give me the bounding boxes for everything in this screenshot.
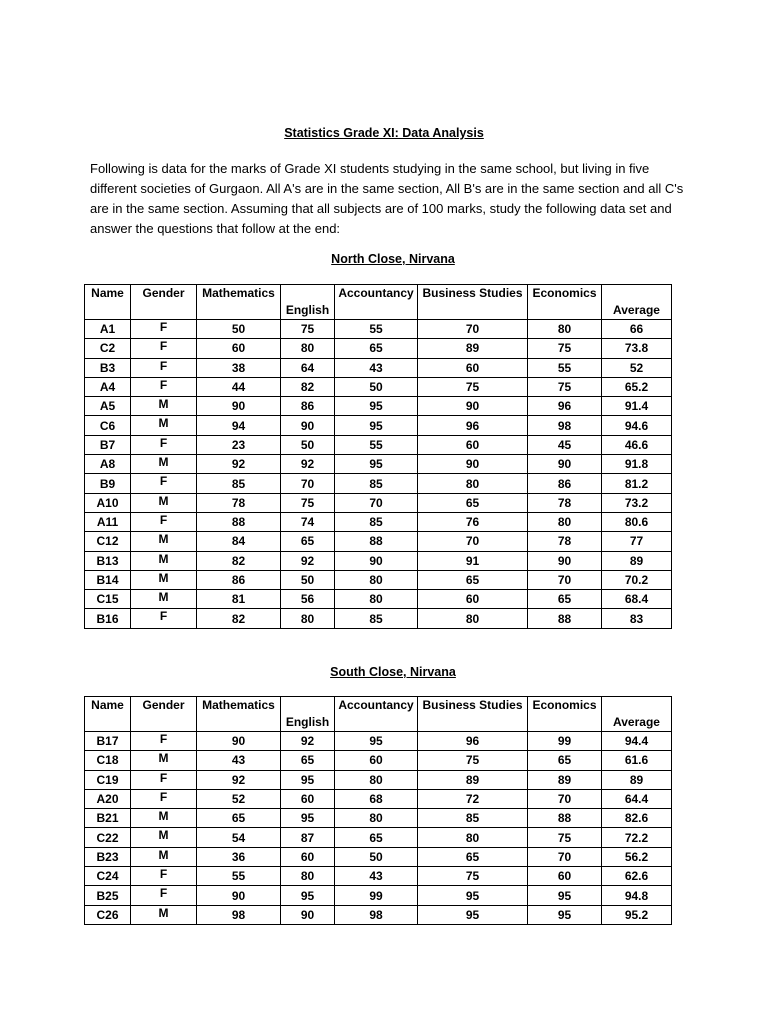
accountancy-cell: 50 bbox=[335, 847, 418, 866]
business-cell: 95 bbox=[418, 905, 528, 924]
gender-cell: M bbox=[131, 455, 197, 474]
accountancy-cell: 65 bbox=[335, 828, 418, 847]
maths-cell: 60 bbox=[197, 339, 281, 358]
accountancy-cell: 85 bbox=[335, 609, 418, 628]
economics-cell: 70 bbox=[528, 847, 602, 866]
col-header-accountancy: Accountancy bbox=[335, 697, 418, 732]
business-cell: 60 bbox=[418, 435, 528, 454]
economics-cell: 80 bbox=[528, 320, 602, 339]
gender-cell: F bbox=[131, 609, 197, 628]
english-cell: 64 bbox=[281, 358, 335, 377]
economics-cell: 45 bbox=[528, 435, 602, 454]
maths-cell: 86 bbox=[197, 570, 281, 589]
business-cell: 65 bbox=[418, 847, 528, 866]
col-header-economics: Economics bbox=[528, 285, 602, 320]
name-cell: B16 bbox=[85, 609, 131, 628]
average-cell: 91.4 bbox=[602, 397, 672, 416]
accountancy-cell: 80 bbox=[335, 809, 418, 828]
table-row bbox=[85, 905, 672, 924]
marks-table-south bbox=[84, 696, 672, 925]
accountancy-cell: 90 bbox=[335, 551, 418, 570]
gender-cell: F bbox=[131, 867, 197, 886]
col-header-maths: Mathematics bbox=[197, 697, 281, 732]
gender-cell: M bbox=[131, 570, 197, 589]
gender-cell: M bbox=[131, 493, 197, 512]
business-cell: 89 bbox=[418, 339, 528, 358]
average-cell: 82.6 bbox=[602, 809, 672, 828]
english-cell: 87 bbox=[281, 828, 335, 847]
maths-cell: 88 bbox=[197, 512, 281, 531]
accountancy-cell: 95 bbox=[335, 732, 418, 751]
maths-cell: 38 bbox=[197, 358, 281, 377]
accountancy-cell: 88 bbox=[335, 532, 418, 551]
accountancy-cell: 43 bbox=[335, 358, 418, 377]
table-row bbox=[85, 590, 672, 609]
average-cell: 91.8 bbox=[602, 455, 672, 474]
gender-cell: M bbox=[131, 397, 197, 416]
accountancy-cell: 98 bbox=[335, 905, 418, 924]
maths-cell: 94 bbox=[197, 416, 281, 435]
business-cell: 70 bbox=[418, 320, 528, 339]
english-cell: 50 bbox=[281, 435, 335, 454]
business-cell: 70 bbox=[418, 532, 528, 551]
name-cell: B17 bbox=[85, 732, 131, 751]
gender-cell: M bbox=[131, 416, 197, 435]
economics-cell: 60 bbox=[528, 867, 602, 886]
english-cell: 50 bbox=[281, 570, 335, 589]
table-row bbox=[85, 828, 672, 847]
average-cell: 80.6 bbox=[602, 512, 672, 531]
gender-cell: F bbox=[131, 770, 197, 789]
name-cell: B9 bbox=[85, 474, 131, 493]
gender-cell: F bbox=[131, 512, 197, 531]
english-cell: 90 bbox=[281, 416, 335, 435]
col-header-gender: Gender bbox=[131, 697, 197, 732]
maths-cell: 85 bbox=[197, 474, 281, 493]
table-body bbox=[85, 732, 672, 925]
table-row bbox=[85, 416, 672, 435]
english-cell: 56 bbox=[281, 590, 335, 609]
maths-cell: 55 bbox=[197, 867, 281, 886]
table-row bbox=[85, 867, 672, 886]
name-cell: B21 bbox=[85, 809, 131, 828]
name-cell: A11 bbox=[85, 512, 131, 531]
business-cell: 95 bbox=[418, 886, 528, 905]
english-cell: 95 bbox=[281, 886, 335, 905]
name-cell: A20 bbox=[85, 789, 131, 808]
name-cell: C12 bbox=[85, 532, 131, 551]
gender-cell: M bbox=[131, 828, 197, 847]
maths-cell: 23 bbox=[197, 435, 281, 454]
name-cell: C6 bbox=[85, 416, 131, 435]
economics-cell: 90 bbox=[528, 551, 602, 570]
business-cell: 76 bbox=[418, 512, 528, 531]
col-header-business: Business Studies bbox=[418, 285, 528, 320]
maths-cell: 44 bbox=[197, 377, 281, 396]
table-row bbox=[85, 789, 672, 808]
business-cell: 89 bbox=[418, 770, 528, 789]
maths-cell: 98 bbox=[197, 905, 281, 924]
business-cell: 91 bbox=[418, 551, 528, 570]
gender-cell: F bbox=[131, 358, 197, 377]
table-row bbox=[85, 751, 672, 770]
average-cell: 52 bbox=[602, 358, 672, 377]
english-cell: 80 bbox=[281, 339, 335, 358]
col-header-name: Name bbox=[85, 697, 131, 732]
economics-cell: 96 bbox=[528, 397, 602, 416]
col-header-english: English bbox=[281, 285, 335, 320]
economics-cell: 89 bbox=[528, 770, 602, 789]
name-cell: B7 bbox=[85, 435, 131, 454]
economics-cell: 75 bbox=[528, 339, 602, 358]
economics-cell: 75 bbox=[528, 377, 602, 396]
table-row bbox=[85, 377, 672, 396]
economics-cell: 88 bbox=[528, 609, 602, 628]
economics-cell: 98 bbox=[528, 416, 602, 435]
accountancy-cell: 85 bbox=[335, 512, 418, 531]
name-cell: C2 bbox=[85, 339, 131, 358]
gender-cell: F bbox=[131, 474, 197, 493]
table-header bbox=[85, 285, 672, 320]
gender-cell: F bbox=[131, 886, 197, 905]
name-cell: B3 bbox=[85, 358, 131, 377]
col-header-accountancy: Accountancy bbox=[335, 285, 418, 320]
economics-cell: 78 bbox=[528, 532, 602, 551]
table-row bbox=[85, 847, 672, 866]
name-cell: C22 bbox=[85, 828, 131, 847]
english-cell: 80 bbox=[281, 867, 335, 886]
table-row bbox=[85, 570, 672, 589]
col-header-english: English bbox=[281, 697, 335, 732]
economics-cell: 99 bbox=[528, 732, 602, 751]
section-title-north: North Close, Nirvana bbox=[331, 252, 455, 266]
average-cell: 94.4 bbox=[602, 732, 672, 751]
business-cell: 85 bbox=[418, 809, 528, 828]
table-row bbox=[85, 358, 672, 377]
average-cell: 70.2 bbox=[602, 570, 672, 589]
table-row bbox=[85, 493, 672, 512]
gender-cell: M bbox=[131, 847, 197, 866]
col-header-name: Name bbox=[85, 285, 131, 320]
section-title-south: South Close, Nirvana bbox=[330, 665, 456, 679]
maths-cell: 36 bbox=[197, 847, 281, 866]
table-row bbox=[85, 455, 672, 474]
maths-cell: 65 bbox=[197, 809, 281, 828]
business-cell: 75 bbox=[418, 867, 528, 886]
table-row bbox=[85, 474, 672, 493]
name-cell: C24 bbox=[85, 867, 131, 886]
average-cell: 68.4 bbox=[602, 590, 672, 609]
name-cell: A10 bbox=[85, 493, 131, 512]
maths-cell: 90 bbox=[197, 732, 281, 751]
table-header bbox=[85, 697, 672, 732]
economics-cell: 95 bbox=[528, 905, 602, 924]
business-cell: 75 bbox=[418, 751, 528, 770]
average-cell: 66 bbox=[602, 320, 672, 339]
economics-cell: 75 bbox=[528, 828, 602, 847]
average-cell: 73.8 bbox=[602, 339, 672, 358]
gender-cell: M bbox=[131, 551, 197, 570]
gender-cell: M bbox=[131, 590, 197, 609]
business-cell: 90 bbox=[418, 455, 528, 474]
average-cell: 72.2 bbox=[602, 828, 672, 847]
table-row bbox=[85, 886, 672, 905]
table-body bbox=[85, 320, 672, 629]
gender-cell: M bbox=[131, 751, 197, 770]
economics-cell: 88 bbox=[528, 809, 602, 828]
maths-cell: 52 bbox=[197, 789, 281, 808]
name-cell: B14 bbox=[85, 570, 131, 589]
economics-cell: 65 bbox=[528, 751, 602, 770]
intro-paragraph: Following is data for the marks of Grade XI students studying in the same school, but living in five different societies of Gurgaon. All A's are in the same section, All B's are in the same section and all C's are in the same section. Assuming that all subjects are of 100 marks, study the following data set and answer the questions that follow at the end: bbox=[90, 161, 684, 236]
table-row bbox=[85, 532, 672, 551]
table-row bbox=[85, 320, 672, 339]
english-cell: 90 bbox=[281, 905, 335, 924]
table-row bbox=[85, 770, 672, 789]
english-cell: 92 bbox=[281, 455, 335, 474]
english-cell: 65 bbox=[281, 532, 335, 551]
maths-cell: 82 bbox=[197, 609, 281, 628]
accountancy-cell: 95 bbox=[335, 416, 418, 435]
business-cell: 80 bbox=[418, 828, 528, 847]
accountancy-cell: 95 bbox=[335, 397, 418, 416]
average-cell: 95.2 bbox=[602, 905, 672, 924]
gender-cell: F bbox=[131, 789, 197, 808]
english-cell: 92 bbox=[281, 732, 335, 751]
average-cell: 89 bbox=[602, 551, 672, 570]
average-cell: 65.2 bbox=[602, 377, 672, 396]
col-header-average: Average bbox=[602, 285, 672, 320]
average-cell: 94.6 bbox=[602, 416, 672, 435]
economics-cell: 78 bbox=[528, 493, 602, 512]
english-cell: 70 bbox=[281, 474, 335, 493]
maths-cell: 92 bbox=[197, 770, 281, 789]
average-cell: 73.2 bbox=[602, 493, 672, 512]
accountancy-cell: 68 bbox=[335, 789, 418, 808]
table-row bbox=[85, 512, 672, 531]
business-cell: 60 bbox=[418, 358, 528, 377]
accountancy-cell: 50 bbox=[335, 377, 418, 396]
marks-table-north bbox=[84, 284, 672, 629]
col-header-maths: Mathematics bbox=[197, 285, 281, 320]
name-cell: A5 bbox=[85, 397, 131, 416]
name-cell: A1 bbox=[85, 320, 131, 339]
average-cell: 83 bbox=[602, 609, 672, 628]
english-cell: 95 bbox=[281, 770, 335, 789]
accountancy-cell: 80 bbox=[335, 770, 418, 789]
gender-cell: M bbox=[131, 905, 197, 924]
gender-cell: F bbox=[131, 732, 197, 751]
economics-cell: 95 bbox=[528, 886, 602, 905]
average-cell: 61.6 bbox=[602, 751, 672, 770]
col-header-average: Average bbox=[602, 697, 672, 732]
accountancy-cell: 95 bbox=[335, 455, 418, 474]
business-cell: 96 bbox=[418, 416, 528, 435]
table-row bbox=[85, 809, 672, 828]
english-cell: 75 bbox=[281, 493, 335, 512]
accountancy-cell: 80 bbox=[335, 590, 418, 609]
table-row bbox=[85, 339, 672, 358]
average-cell: 56.2 bbox=[602, 847, 672, 866]
business-cell: 72 bbox=[418, 789, 528, 808]
accountancy-cell: 99 bbox=[335, 886, 418, 905]
business-cell: 60 bbox=[418, 590, 528, 609]
gender-cell: M bbox=[131, 532, 197, 551]
accountancy-cell: 60 bbox=[335, 751, 418, 770]
average-cell: 46.6 bbox=[602, 435, 672, 454]
english-cell: 82 bbox=[281, 377, 335, 396]
average-cell: 89 bbox=[602, 770, 672, 789]
english-cell: 60 bbox=[281, 789, 335, 808]
col-header-business: Business Studies bbox=[418, 697, 528, 732]
maths-cell: 90 bbox=[197, 886, 281, 905]
maths-cell: 82 bbox=[197, 551, 281, 570]
name-cell: C18 bbox=[85, 751, 131, 770]
maths-cell: 90 bbox=[197, 397, 281, 416]
name-cell: C15 bbox=[85, 590, 131, 609]
accountancy-cell: 70 bbox=[335, 493, 418, 512]
gender-cell: F bbox=[131, 320, 197, 339]
business-cell: 80 bbox=[418, 474, 528, 493]
name-cell: B23 bbox=[85, 847, 131, 866]
economics-cell: 70 bbox=[528, 789, 602, 808]
gender-cell: M bbox=[131, 809, 197, 828]
table-row bbox=[85, 609, 672, 628]
accountancy-cell: 80 bbox=[335, 570, 418, 589]
economics-cell: 70 bbox=[528, 570, 602, 589]
english-cell: 80 bbox=[281, 609, 335, 628]
business-cell: 65 bbox=[418, 570, 528, 589]
accountancy-cell: 55 bbox=[335, 435, 418, 454]
maths-cell: 84 bbox=[197, 532, 281, 551]
maths-cell: 78 bbox=[197, 493, 281, 512]
maths-cell: 54 bbox=[197, 828, 281, 847]
table-row bbox=[85, 397, 672, 416]
name-cell: C26 bbox=[85, 905, 131, 924]
business-cell: 96 bbox=[418, 732, 528, 751]
business-cell: 80 bbox=[418, 609, 528, 628]
economics-cell: 86 bbox=[528, 474, 602, 493]
accountancy-cell: 85 bbox=[335, 474, 418, 493]
maths-cell: 92 bbox=[197, 455, 281, 474]
name-cell: B25 bbox=[85, 886, 131, 905]
average-cell: 77 bbox=[602, 532, 672, 551]
average-cell: 94.8 bbox=[602, 886, 672, 905]
english-cell: 92 bbox=[281, 551, 335, 570]
economics-cell: 55 bbox=[528, 358, 602, 377]
business-cell: 65 bbox=[418, 493, 528, 512]
english-cell: 60 bbox=[281, 847, 335, 866]
table-row bbox=[85, 551, 672, 570]
table-row bbox=[85, 732, 672, 751]
col-header-gender: Gender bbox=[131, 285, 197, 320]
economics-cell: 65 bbox=[528, 590, 602, 609]
maths-cell: 81 bbox=[197, 590, 281, 609]
average-cell: 62.6 bbox=[602, 867, 672, 886]
average-cell: 81.2 bbox=[602, 474, 672, 493]
table-row bbox=[85, 435, 672, 454]
english-cell: 95 bbox=[281, 809, 335, 828]
english-cell: 75 bbox=[281, 320, 335, 339]
english-cell: 74 bbox=[281, 512, 335, 531]
name-cell: A4 bbox=[85, 377, 131, 396]
name-cell: C19 bbox=[85, 770, 131, 789]
accountancy-cell: 65 bbox=[335, 339, 418, 358]
average-cell: 64.4 bbox=[602, 789, 672, 808]
gender-cell: F bbox=[131, 435, 197, 454]
name-cell: B13 bbox=[85, 551, 131, 570]
gender-cell: F bbox=[131, 339, 197, 358]
english-cell: 86 bbox=[281, 397, 335, 416]
document-title: Statistics Grade XI: Data Analysis bbox=[284, 126, 484, 140]
gender-cell: F bbox=[131, 377, 197, 396]
business-cell: 90 bbox=[418, 397, 528, 416]
col-header-economics: Economics bbox=[528, 697, 602, 732]
english-cell: 65 bbox=[281, 751, 335, 770]
economics-cell: 90 bbox=[528, 455, 602, 474]
maths-cell: 43 bbox=[197, 751, 281, 770]
accountancy-cell: 43 bbox=[335, 867, 418, 886]
business-cell: 75 bbox=[418, 377, 528, 396]
accountancy-cell: 55 bbox=[335, 320, 418, 339]
economics-cell: 80 bbox=[528, 512, 602, 531]
maths-cell: 50 bbox=[197, 320, 281, 339]
name-cell: A8 bbox=[85, 455, 131, 474]
